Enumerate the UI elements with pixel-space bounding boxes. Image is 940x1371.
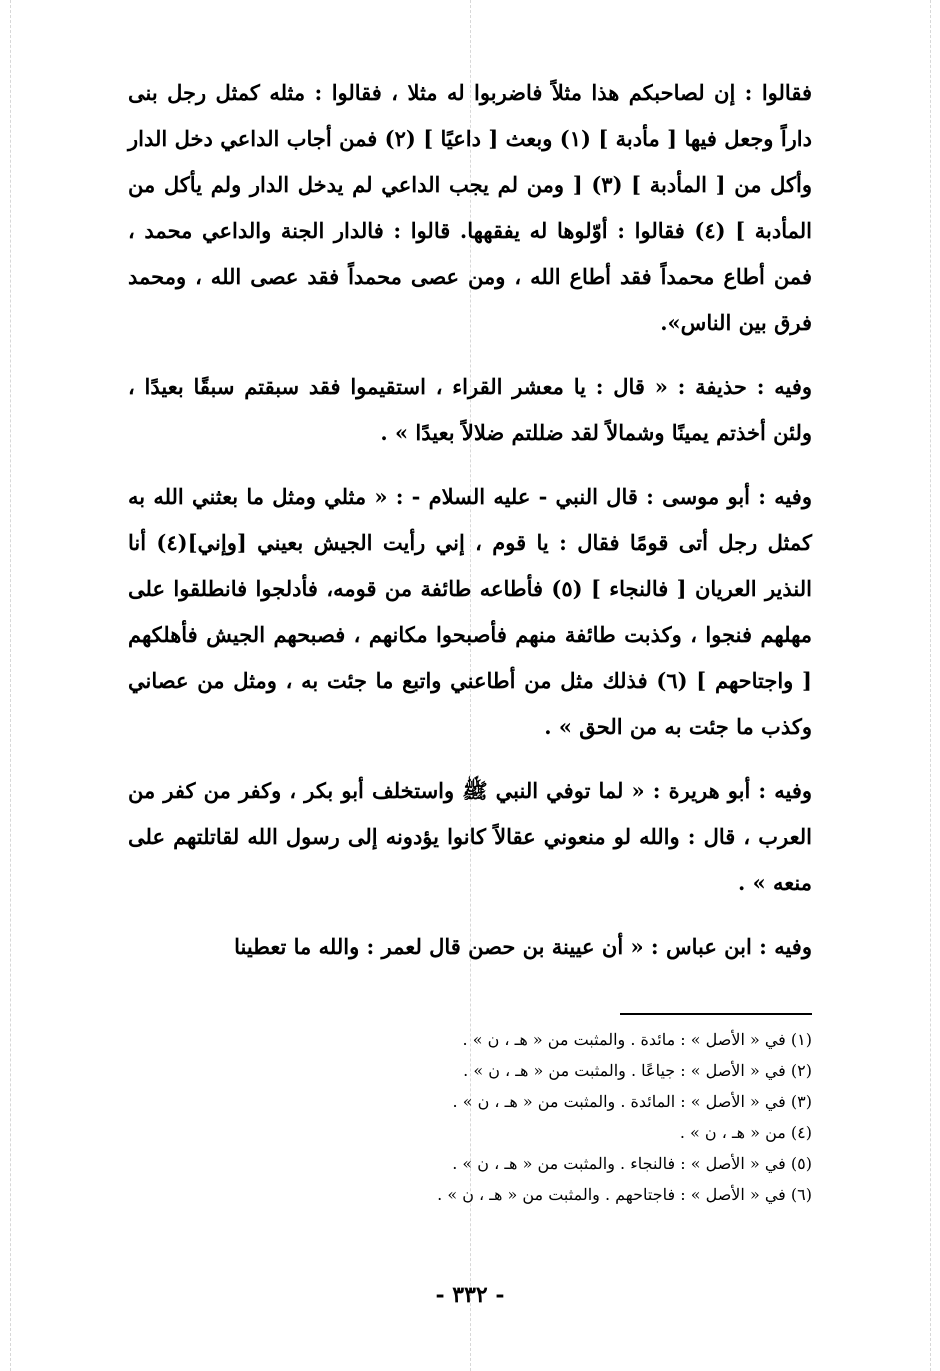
- main-text: [128, 70, 812, 988]
- scan-guide-line: [930, 0, 931, 1371]
- footnote-divider: [620, 1013, 812, 1015]
- paragraph: وفيه : ابن عباس : « أن عيينة بن حصن قال لعمر : والله ما تعطينا: [234, 934, 812, 959]
- scan-guide-line: [10, 0, 11, 1371]
- footnote: (٣) في « الأصل » : المائدة . والمثبت من « هـ ، ن » .: [452, 1092, 812, 1111]
- paragraph: فقالوا : إن لصاحبكم هذا مثلاً فاضربوا له مثلا ، فقالوا : مثله كمثل رجل بنى داراً وجعل فيها [ مأدبة ] (١) وبعث [ داعيًا ] (٢) فمن أجاب الداعي دخل الدار وأكل من [ المأدبة ] (٣) [ ومن لم يجب الداعي لم يدخل الدار ولم يأكل من المأدبة ] (٤) فقالوا : أوّلوها له يفقهها. قالوا : فالدار الجنة والداعي محمد ، فمن أطاع محمداً فقد أطاع الله ، ومن عصى محمداً فقد عصى الله ، ومحمد فرق بين الناس».: [128, 80, 813, 335]
- page-number: - ٣٣٢ -: [435, 1282, 505, 1308]
- paragraph: وفيه : أبو موسى : قال النبي - عليه السلام - : « مثلي ومثل ما بعثني الله به كمثل رجل أتى قومًا فقال : يا قوم ، إني رأيت الجيش بعيني [وإني](٤) أنا النذير العريان [ فالنجاء ] (٥) فأطاعه طائفة من قومه، فأدلجوا فانطلقوا على مهلهم فنجوا ، وكذبت طائفة منهم فأصبحوا مكانهم ، فصبحهم الجيش فأهلكهم [ واجتاحهم ] (٦) فذلك مثل من أطاعني واتبع ما جئت به ، ومثل من عصاني وكذب ما جئت به من الحق » .: [128, 484, 812, 739]
- footnote: (٤) من « هـ ، ن » .: [679, 1123, 812, 1142]
- footnote: (١) في « الأصل » : مائدة . والمثبت من « هـ ، ن » .: [462, 1030, 812, 1049]
- footnote: (٥) في « الأصل » : فالنجاء . والمثبت من « هـ ، ن » .: [452, 1154, 812, 1173]
- footnote: (٦) في « الأصل » : فاجتاحهم . والمثبت من « هـ ، ن » .: [437, 1185, 812, 1204]
- footnote: (٢) في « الأصل » : جياعًا . والمثبت من « هـ ، ن » .: [463, 1061, 812, 1080]
- footnotes: [128, 1024, 812, 1210]
- paragraph: وفيه : حذيفة : « قال : يا معشر القراء ، استقيموا فقد سبقتم سبقًا بعيدًا ، ولئن أخذتم يمينًا وشمالاً لقد ضللتم ضلالاً بعيدًا » .: [128, 374, 812, 445]
- paragraph: وفيه : أبو هريرة : « لما توفي النبي ﷺ واستخلف أبو بكر ، وكفر من كفر من العرب ، قال : والله لو منعوني عقالاً كانوا يؤدونه إلى رسول الله لقاتلتهم على منعه » .: [128, 778, 812, 895]
